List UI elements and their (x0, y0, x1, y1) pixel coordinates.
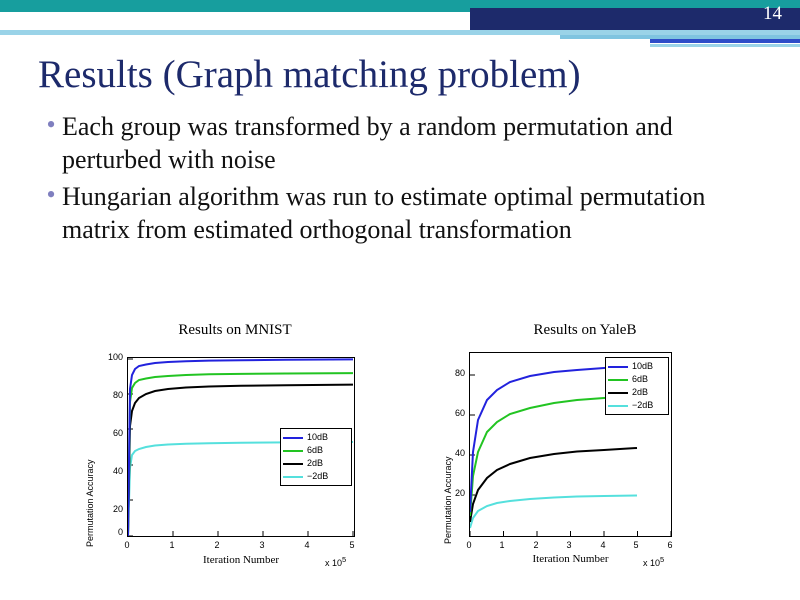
y-tick: 20 (454, 488, 465, 498)
header-left-teal (0, 8, 470, 12)
chart-yaleb (425, 322, 745, 572)
legend-item (608, 360, 664, 373)
x-tick: 6 (667, 540, 673, 550)
x-tick: 4 (304, 540, 310, 550)
legend-item (283, 444, 347, 457)
x-tick: 2 (214, 540, 220, 550)
legend-label: 2dB (632, 387, 649, 397)
header-left-light (0, 30, 470, 35)
chart-xlabel: Iteration Number (202, 554, 280, 566)
legend-item (283, 431, 347, 444)
chart-ylabel: Permutation Accuracy (85, 459, 95, 547)
bullet-text: Each group was transformed by a random permutation and perturbed with noise (62, 112, 673, 174)
chart-title: Results on MNIST (178, 322, 292, 338)
header-teal-rule (0, 0, 800, 8)
x-tick: 0 (466, 540, 472, 550)
y-tick: 20 (112, 504, 123, 514)
x-tick: 2 (533, 540, 539, 550)
x-exponent-base: x 10 (643, 558, 661, 568)
legend-swatch-minus2db (283, 476, 303, 478)
x-tick: 3 (566, 540, 572, 550)
legend-label: 10dB (632, 361, 654, 371)
legend-swatch-10db (608, 366, 628, 368)
y-tick: 40 (454, 448, 465, 458)
chart-legend (605, 357, 669, 415)
legend-swatch-10db (283, 437, 303, 439)
legend-item (283, 457, 347, 470)
legend-item (608, 373, 664, 386)
chart-title: Results on YaleB (533, 322, 637, 338)
legend-label: −2dB (632, 400, 654, 410)
slide-number: 14 (763, 3, 782, 24)
chart-ylabel: Permutation Accuracy (443, 456, 453, 544)
x-tick: 1 (169, 540, 175, 550)
chart-mnist (75, 322, 395, 572)
bullet-text: Hungarian algorithm was run to estimate optimal permutation matrix from estimated orthogonal transformation (62, 182, 706, 244)
legend-swatch-minus2db (608, 405, 628, 407)
y-tick: 40 (112, 466, 123, 476)
chart-plot-area (469, 352, 672, 537)
legend-label: −2dB (307, 471, 329, 481)
legend-item (608, 386, 664, 399)
x-tick: 5 (349, 540, 355, 550)
legend-item (283, 470, 347, 483)
legend-label: 6dB (632, 374, 649, 384)
y-tick: 60 (112, 428, 123, 438)
legend-swatch-6db (283, 450, 303, 452)
x-tick: 1 (499, 540, 505, 550)
x-axis-exponent (643, 555, 664, 568)
x-tick: 0 (124, 540, 130, 550)
legend-label: 2dB (307, 458, 324, 468)
bullet-dot-icon: • (46, 180, 56, 209)
x-exponent-power: 5 (342, 555, 347, 564)
y-tick: 80 (112, 390, 123, 400)
list-item (40, 110, 760, 176)
chart-xlabel: Iteration Number (532, 553, 609, 565)
legend-item (608, 399, 664, 412)
legend-swatch-2db (283, 463, 303, 465)
y-tick: 100 (107, 352, 123, 362)
bullet-list (40, 110, 760, 250)
chart-legend (280, 428, 352, 486)
x-exponent-base: x 10 (325, 558, 343, 568)
x-exponent-power: 5 (660, 555, 665, 564)
header-strip-4 (650, 44, 800, 47)
list-item (40, 180, 760, 246)
legend-swatch-2db (608, 392, 628, 394)
x-tick: 3 (259, 540, 265, 550)
y-tick: 0 (117, 527, 123, 537)
legend-label: 10dB (307, 432, 329, 442)
x-tick: 4 (600, 540, 606, 550)
chart-plot-area (127, 357, 355, 537)
page-title: Results (Graph matching problem) (38, 53, 581, 96)
x-tick: 5 (633, 540, 639, 550)
bullet-dot-icon: • (46, 110, 56, 139)
y-tick: 80 (454, 368, 465, 378)
legend-swatch-6db (608, 379, 628, 381)
slide-header-band (0, 0, 800, 34)
header-strip-3 (650, 39, 800, 43)
x-axis-exponent (325, 555, 346, 568)
legend-label: 6dB (307, 445, 324, 455)
y-tick: 60 (454, 408, 465, 418)
